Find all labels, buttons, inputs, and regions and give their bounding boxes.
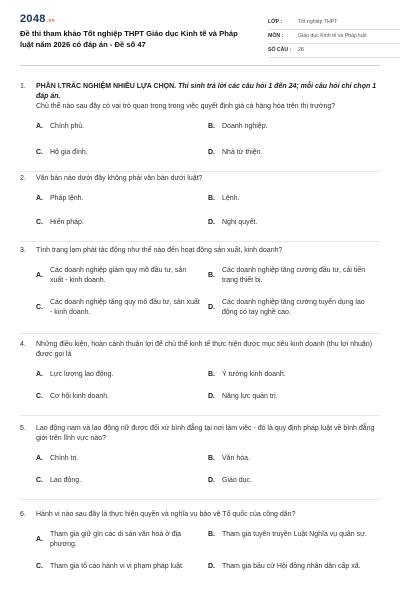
- question-3: [20, 246, 380, 334]
- option-a[interactable]: [36, 530, 208, 550]
- option-text: Tham gia giữ gìn các di sản văn hoá ở địa phương.: [50, 531, 182, 549]
- option-d[interactable]: [208, 392, 380, 402]
- option-c[interactable]: [36, 476, 208, 486]
- option-letter: D.: [208, 393, 215, 401]
- question-number: 6.: [20, 511, 26, 518]
- question-number: 4.: [20, 341, 26, 348]
- option-text: Các doanh nghiệp tăng quy mô đầu tư, sản xuất - kinh doanh.: [50, 299, 200, 317]
- option-letter: A.: [36, 195, 43, 203]
- option-text: Tham gia bầu cử Hội đồng nhân dân cấp xã.: [222, 563, 361, 571]
- question-prompt: Lao động nam và lao động nữ được đối xử bình đẳng tại nơi làm việc - đó là quy định pháp luật về bình đẳng giới trên lĩnh vực nào?: [36, 425, 375, 443]
- option-letter: D.: [208, 149, 215, 157]
- question-4: [20, 340, 380, 416]
- question-prompt: Văn bản nào dưới đây không phải văn bản dưới luật?: [36, 175, 203, 182]
- option-text: Tham gia tuyên truyền Luật Nghĩa vụ quân sự.: [222, 531, 367, 539]
- option-letter: D.: [208, 219, 215, 227]
- answer-options: [36, 370, 380, 410]
- meta-row-class: [268, 16, 400, 30]
- question-text: [36, 82, 380, 112]
- section-instruction: Thí sinh trả lời các câu hỏi 1 đến 24; mỗi câu hỏi chỉ chọn 1 đáp án.: [36, 83, 377, 101]
- option-text: Nghị quyết.: [222, 219, 258, 227]
- meta-label: LỚP :: [268, 18, 283, 25]
- question-number: 3.: [20, 247, 26, 254]
- meta-row-subject: [268, 30, 400, 44]
- question-5: [20, 424, 380, 500]
- option-text: Giáo dục.: [222, 477, 252, 485]
- option-text: Lao động.: [50, 477, 82, 485]
- option-d[interactable]: [208, 562, 380, 572]
- option-c[interactable]: [36, 218, 208, 228]
- option-text: Lực lượng lao động.: [50, 371, 114, 379]
- option-a[interactable]: [36, 370, 208, 380]
- option-b[interactable]: [208, 530, 380, 540]
- option-c[interactable]: [36, 562, 208, 572]
- option-letter: C.: [36, 304, 43, 312]
- answer-options: [36, 266, 380, 328]
- question-prompt: Tình trạng lạm phát tác động như thế nào đến hoạt động sản xuất, kinh doanh?: [36, 247, 283, 254]
- question-number: 2.: [20, 175, 26, 182]
- question-number: 5.: [20, 425, 26, 432]
- option-text: Tham gia tố cáo hành vi vi phạm pháp luật.: [50, 563, 184, 571]
- option-text: Chính trị.: [50, 455, 79, 463]
- page-header: [20, 0, 380, 66]
- answer-options: [36, 122, 380, 162]
- meta-label: SỐ CÂU :: [268, 46, 292, 53]
- option-text: Các doanh nghiệp giảm quy mô đầu tư, sản xuất - kinh doanh.: [50, 267, 187, 285]
- option-text: Cơ hội kinh doanh.: [50, 393, 110, 401]
- option-b[interactable]: [208, 370, 380, 380]
- option-letter: B.: [208, 272, 215, 280]
- logo-text: 2048: [20, 13, 46, 25]
- option-c[interactable]: [36, 392, 208, 402]
- option-text: Nhà từ thiện.: [222, 149, 263, 157]
- site-logo[interactable]: [20, 12, 55, 28]
- question-prompt: Hành vi nào sau đây là thực hiện quyền và nghĩa vụ bảo vệ Tổ quốc của công dân?: [36, 511, 296, 518]
- option-text: Pháp lệnh.: [50, 195, 84, 203]
- question-header: [20, 174, 380, 184]
- meta-label: MÔN :: [268, 32, 284, 39]
- meta-row-count: [268, 44, 400, 58]
- option-a[interactable]: [36, 194, 208, 204]
- option-text: Ý tưởng kinh doanh.: [222, 371, 286, 379]
- option-text: Năng lực quản trị.: [222, 393, 278, 401]
- question-prompt: Những điều kiện, hoàn cảnh thuận lợi để chủ thể kinh tế thực hiện được mục tiêu kinh doanh (thu lợi nhuận) được gọi là: [36, 341, 373, 359]
- question-number: 1.: [20, 83, 26, 90]
- answer-options: [36, 194, 380, 234]
- option-letter: C.: [36, 149, 43, 157]
- question-2: [20, 174, 380, 242]
- meta-value: Tốt nghiệp THPT: [298, 18, 338, 25]
- option-letter: B.: [208, 195, 215, 203]
- option-letter: A.: [36, 272, 43, 280]
- option-text: Các doanh nghiệp tăng cường tuyển dụng lao động có tay nghề cao.: [222, 299, 365, 317]
- question-header: [20, 82, 380, 112]
- meta-value: 28: [298, 46, 304, 53]
- option-letter: C.: [36, 393, 43, 401]
- answer-options: [36, 530, 380, 592]
- question-header: [20, 340, 380, 360]
- option-text: Hộ gia đình.: [50, 149, 88, 157]
- exam-meta: [268, 16, 400, 58]
- option-a[interactable]: [36, 454, 208, 464]
- option-letter: C.: [36, 219, 43, 227]
- answer-options: [36, 454, 380, 494]
- question-1: [20, 82, 380, 172]
- option-letter: A.: [36, 455, 43, 463]
- option-b[interactable]: [208, 454, 380, 464]
- option-b[interactable]: [208, 194, 380, 204]
- option-text: Văn hóa.: [222, 455, 251, 463]
- option-text: Các doanh nghiệp tăng cường đầu tư, cải tiến trang thiết bị.: [222, 267, 366, 285]
- option-d[interactable]: [208, 476, 380, 486]
- option-letter: C.: [36, 477, 43, 485]
- option-letter: B.: [208, 123, 215, 131]
- option-letter: D.: [208, 563, 215, 571]
- option-letter: A.: [36, 371, 43, 379]
- option-letter: A.: [36, 536, 43, 544]
- option-letter: D.: [208, 477, 215, 485]
- question-header: [20, 510, 380, 520]
- option-a[interactable]: [36, 266, 208, 286]
- question-6: [20, 510, 380, 600]
- option-a[interactable]: [36, 122, 208, 132]
- option-b[interactable]: [208, 122, 380, 132]
- option-letter: A.: [36, 123, 43, 131]
- option-letter: B.: [208, 531, 215, 539]
- question-prompt: Chủ thể nào sau đây có vai trò quan trọng trong việc quyết định giá cả hàng hóa trên thị trường?: [36, 103, 336, 111]
- option-d[interactable]: [208, 218, 380, 228]
- option-text: Doanh nghiệp.: [222, 123, 268, 131]
- option-c[interactable]: [36, 298, 208, 318]
- meta-value: Giáo dục Kinh tế và Pháp luật: [298, 32, 367, 39]
- option-letter: C.: [36, 563, 43, 571]
- option-d[interactable]: [208, 148, 380, 158]
- option-letter: B.: [208, 455, 215, 463]
- option-text: Chính phủ.: [50, 123, 85, 131]
- page-title: Đề thi tham khảo Tốt nghiệp THPT Giáo dục Kinh tế và Pháp luật năm 2026 có đáp án - Đề số 47: [20, 29, 238, 49]
- option-c[interactable]: [36, 148, 208, 158]
- option-text: Lệnh.: [222, 195, 240, 203]
- option-b[interactable]: [208, 266, 380, 286]
- question-header: [20, 246, 380, 256]
- logo-suffix: .vn: [46, 18, 55, 24]
- option-d[interactable]: [208, 298, 380, 318]
- option-letter: D.: [208, 304, 215, 312]
- question-header: [20, 424, 380, 444]
- section-heading: PHẦN I.TRẮC NGHIỆM NHIỀU LỰA CHỌN.: [36, 83, 177, 90]
- option-letter: B.: [208, 371, 215, 379]
- option-text: Hiến pháp.: [50, 219, 84, 227]
